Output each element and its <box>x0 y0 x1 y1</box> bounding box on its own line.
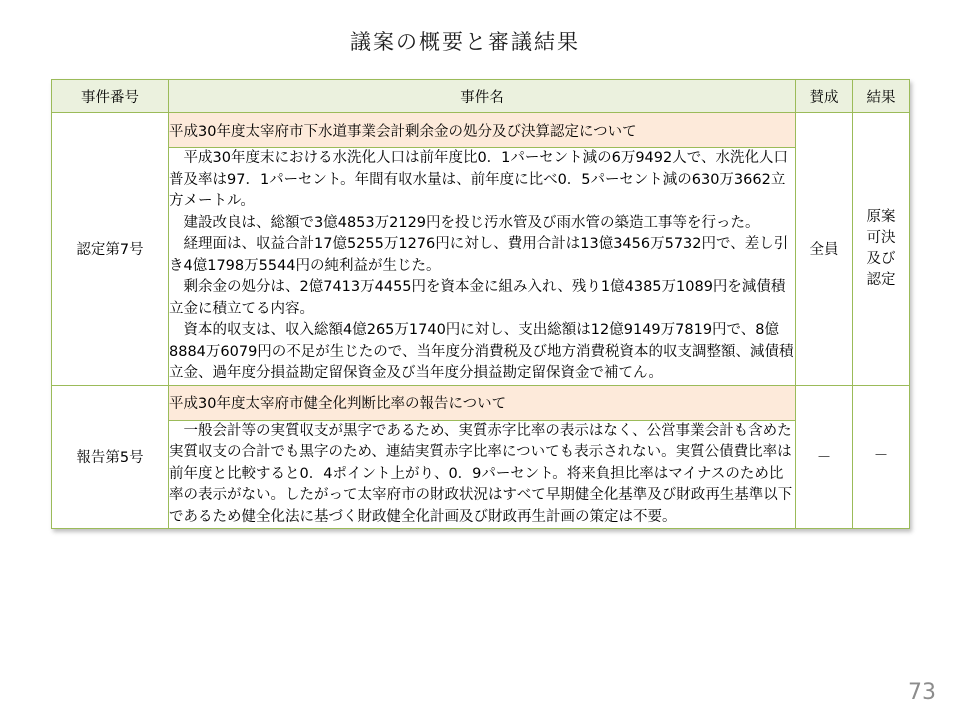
header-case-number: 事件番号 <box>52 80 169 113</box>
header-vote: 賛成 <box>796 80 853 113</box>
summary-paragraph: 平成30年度末における水洗化人口は前年度比0．1パーセント減の6万9492人で、水洗化人口普及率は97．1パーセント。年間有収水量は、前年度に比べ0．5パーセント減の630万3662立方メートル。 <box>169 150 788 209</box>
summary-paragraph: 資本的収支は、収入総額4億265万1740円に対し、支出総額は12億9149万7819円で、8億8884万6079円の不足が生じたので、当年度分消費税及び地方消費税資本的収支調整額、減債積立金、過年度分損益勘定留保資金及び当年度分損益勘定留保資金で補てん。 <box>169 322 794 381</box>
case-summary <box>169 420 796 529</box>
case-summary <box>169 148 796 386</box>
summary-paragraph: 剰余金の処分は、2億7413万4455円を資本金に組み入れ、残り1億4385万1089円を減債積立金に積立てる内容。 <box>169 279 786 317</box>
case-number: 報告第5号 <box>52 385 169 529</box>
agenda-table <box>51 79 910 529</box>
result-line: 原案 <box>866 208 896 225</box>
header-row <box>52 80 910 113</box>
table-row <box>52 385 910 420</box>
case-result: － <box>853 385 910 529</box>
case-name: 平成30年度太宰府市下水道事業会計剰余金の処分及び決算認定について <box>169 113 796 148</box>
table-row <box>52 148 910 386</box>
table-row <box>52 113 910 148</box>
result-line: 認定 <box>866 271 896 288</box>
header-case-name: 事件名 <box>169 80 796 113</box>
case-result <box>853 113 910 386</box>
summary-paragraph: 経理面は、収益合計17億5255万1276円に対し、費用合計は13億3456万5732円で、差し引き4億1798万5544円の純利益が生じた。 <box>169 236 789 274</box>
summary-paragraph: 一般会計等の実質収支が黒字であるため、実質赤字比率の表示はなく、公営事業会計も含めた実質収支の合計でも黒字のため、連結実質赤字比率についても表示されない。実質公債費比率は前年度と比較すると0．4ポイント上がり、0．9パーセント。将来負担比率はマイナスのため比率の表示がない。したがって太宰府市の財政状況はすべて早期健全化基準及び財政再生基準以下であるため健全化法に基づく財政健全化計画及び財政再生計画の策定は不要。 <box>169 422 793 525</box>
page-title: 議案の概要と審議結果 <box>350 30 580 54</box>
case-name: 平成30年度太宰府市健全化判断比率の報告について <box>169 385 796 420</box>
result-line: 可決 <box>866 229 896 246</box>
table-row <box>52 420 910 529</box>
summary-paragraph: 建設改良は、総額で3億4853万2129円を投じ汚水管及び雨水管の築造工事等を行った。 <box>183 214 760 231</box>
case-vote: － <box>796 385 853 529</box>
result-line: 及び <box>866 250 896 267</box>
header-result: 結果 <box>853 80 910 113</box>
case-vote: 全員 <box>796 113 853 386</box>
page-number: 73 <box>908 680 936 705</box>
case-number: 認定第7号 <box>52 113 169 386</box>
